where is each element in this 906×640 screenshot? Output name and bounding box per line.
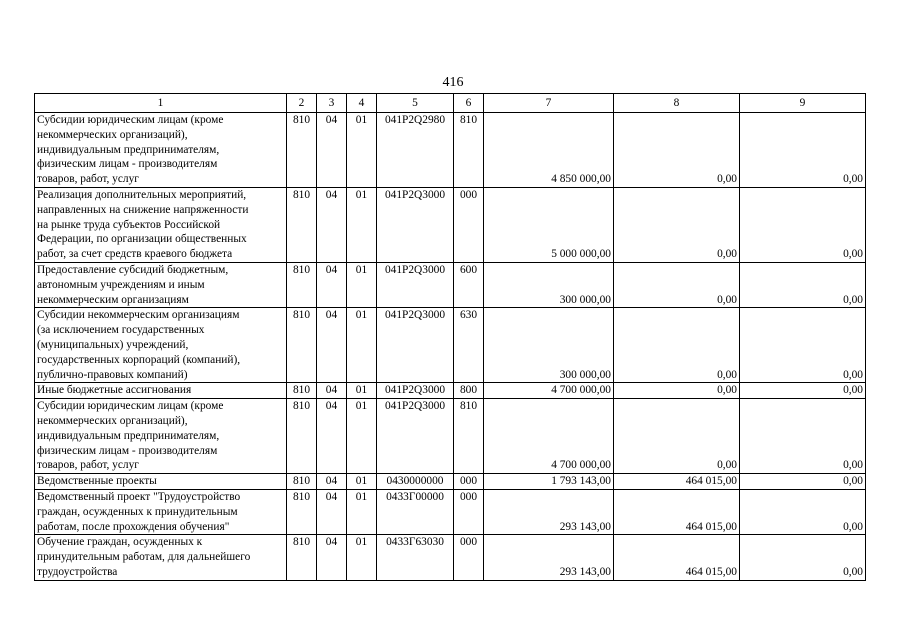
row-name: Реализация дополнительных мероприятий, направленных на снижение напряженности на рынке труда субъектов Российской Федерации, по организации общественных работ, за счет средств краевого бюджета (35, 187, 287, 262)
row-section-code: 04 (317, 489, 347, 534)
row-amount-col7: 5 000 000,00 (484, 187, 614, 262)
table-row (35, 262, 866, 307)
row-subsection-code: 01 (347, 113, 377, 188)
row-amount-col9: 0,00 (740, 262, 866, 307)
row-target-code: 0433Г00000 (377, 489, 454, 534)
row-subsection-code: 01 (347, 399, 377, 474)
row-name: Обучение граждан, осужденных к принудительным работам, для дальнейшего трудоустройства (35, 535, 287, 580)
header-col-7: 7 (484, 94, 614, 113)
row-name: Иные бюджетные ассигнования (35, 383, 287, 399)
row-amount-col7: 293 143,00 (484, 489, 614, 534)
row-amount-col8: 0,00 (614, 383, 740, 399)
row-target-code: 0433Г63030 (377, 535, 454, 580)
row-section-code: 04 (317, 262, 347, 307)
row-target-code: 041P2Q3000 (377, 262, 454, 307)
row-amount-col9: 0,00 (740, 535, 866, 580)
budget-table (34, 93, 866, 581)
row-amount-col7: 4 700 000,00 (484, 399, 614, 474)
row-subsection-code: 01 (347, 383, 377, 399)
row-amount-col7: 4 700 000,00 (484, 383, 614, 399)
row-amount-col7: 4 850 000,00 (484, 113, 614, 188)
header-row (35, 94, 866, 113)
row-expense-type-code: 810 (454, 399, 484, 474)
header-col-5: 5 (377, 94, 454, 113)
row-target-code: 041P2Q3000 (377, 308, 454, 383)
row-section-code: 04 (317, 113, 347, 188)
row-expense-type-code: 000 (454, 187, 484, 262)
row-subsection-code: 01 (347, 474, 377, 490)
row-name: Ведомственные проекты (35, 474, 287, 490)
row-target-code: 041P2Q2980 (377, 113, 454, 188)
row-expense-type-code: 800 (454, 383, 484, 399)
row-subsection-code: 01 (347, 489, 377, 534)
row-admin-code: 810 (287, 308, 317, 383)
table-row (35, 474, 866, 490)
row-admin-code: 810 (287, 113, 317, 188)
row-admin-code: 810 (287, 383, 317, 399)
row-section-code: 04 (317, 308, 347, 383)
row-admin-code: 810 (287, 262, 317, 307)
row-expense-type-code: 600 (454, 262, 484, 307)
table-row (35, 489, 866, 534)
page-number: 416 (442, 75, 464, 90)
row-subsection-code: 01 (347, 308, 377, 383)
row-admin-code: 810 (287, 489, 317, 534)
header-col-4: 4 (347, 94, 377, 113)
row-amount-col9: 0,00 (740, 113, 866, 188)
row-section-code: 04 (317, 187, 347, 262)
header-col-8: 8 (614, 94, 740, 113)
row-target-code: 041P2Q3000 (377, 383, 454, 399)
row-amount-col8: 0,00 (614, 399, 740, 474)
table-row (35, 113, 866, 188)
row-target-code: 041P2Q3000 (377, 399, 454, 474)
row-section-code: 04 (317, 383, 347, 399)
table-row (35, 383, 866, 399)
table-row (35, 535, 866, 580)
row-amount-col9: 0,00 (740, 474, 866, 490)
row-target-code: 0430000000 (377, 474, 454, 490)
header-col-9: 9 (740, 94, 866, 113)
row-amount-col8: 464 015,00 (614, 474, 740, 490)
header-col-3: 3 (317, 94, 347, 113)
table-row (35, 308, 866, 383)
row-amount-col7: 293 143,00 (484, 535, 614, 580)
row-amount-col7: 1 793 143,00 (484, 474, 614, 490)
row-amount-col7: 300 000,00 (484, 308, 614, 383)
table-row (35, 187, 866, 262)
row-amount-col8: 0,00 (614, 308, 740, 383)
row-subsection-code: 01 (347, 262, 377, 307)
row-amount-col9: 0,00 (740, 187, 866, 262)
row-expense-type-code: 000 (454, 489, 484, 534)
row-expense-type-code: 000 (454, 535, 484, 580)
row-admin-code: 810 (287, 187, 317, 262)
header-col-6: 6 (454, 94, 484, 113)
row-subsection-code: 01 (347, 187, 377, 262)
row-subsection-code: 01 (347, 535, 377, 580)
row-amount-col9: 0,00 (740, 383, 866, 399)
table-row (35, 399, 866, 474)
row-amount-col7: 300 000,00 (484, 262, 614, 307)
row-admin-code: 810 (287, 399, 317, 474)
row-amount-col8: 0,00 (614, 187, 740, 262)
row-section-code: 04 (317, 535, 347, 580)
row-amount-col9: 0,00 (740, 489, 866, 534)
row-amount-col8: 464 015,00 (614, 489, 740, 534)
row-amount-col8: 0,00 (614, 262, 740, 307)
row-expense-type-code: 000 (454, 474, 484, 490)
row-amount-col8: 464 015,00 (614, 535, 740, 580)
row-target-code: 041P2Q3000 (377, 187, 454, 262)
header-col-2: 2 (287, 94, 317, 113)
row-expense-type-code: 810 (454, 113, 484, 188)
row-section-code: 04 (317, 399, 347, 474)
row-name: Предоставление субсидий бюджетным, автономным учреждениям и иным некоммерческим организациям (35, 262, 287, 307)
header-col-1: 1 (35, 94, 287, 113)
row-name: Субсидии юридическим лицам (кроме некоммерческих организаций), индивидуальным предпринимателям, физическим лицам - производителям товаров, работ, услуг (35, 113, 287, 188)
row-name: Субсидии юридическим лицам (кроме некоммерческих организаций), индивидуальным предпринимателям, физическим лицам - производителям товаров, работ, услуг (35, 399, 287, 474)
row-admin-code: 810 (287, 474, 317, 490)
row-name: Субсидии некоммерческим организациям (за исключением государственных (муниципальных) учреждений, государственных корпораций (компаний), публично-правовых компаний) (35, 308, 287, 383)
row-admin-code: 810 (287, 535, 317, 580)
row-name: Ведомственный проект "Трудоустройство граждан, осужденных к принудительным работам, после прохождения обучения" (35, 489, 287, 534)
row-amount-col9: 0,00 (740, 399, 866, 474)
row-amount-col9: 0,00 (740, 308, 866, 383)
row-section-code: 04 (317, 474, 347, 490)
row-amount-col8: 0,00 (614, 113, 740, 188)
row-expense-type-code: 630 (454, 308, 484, 383)
